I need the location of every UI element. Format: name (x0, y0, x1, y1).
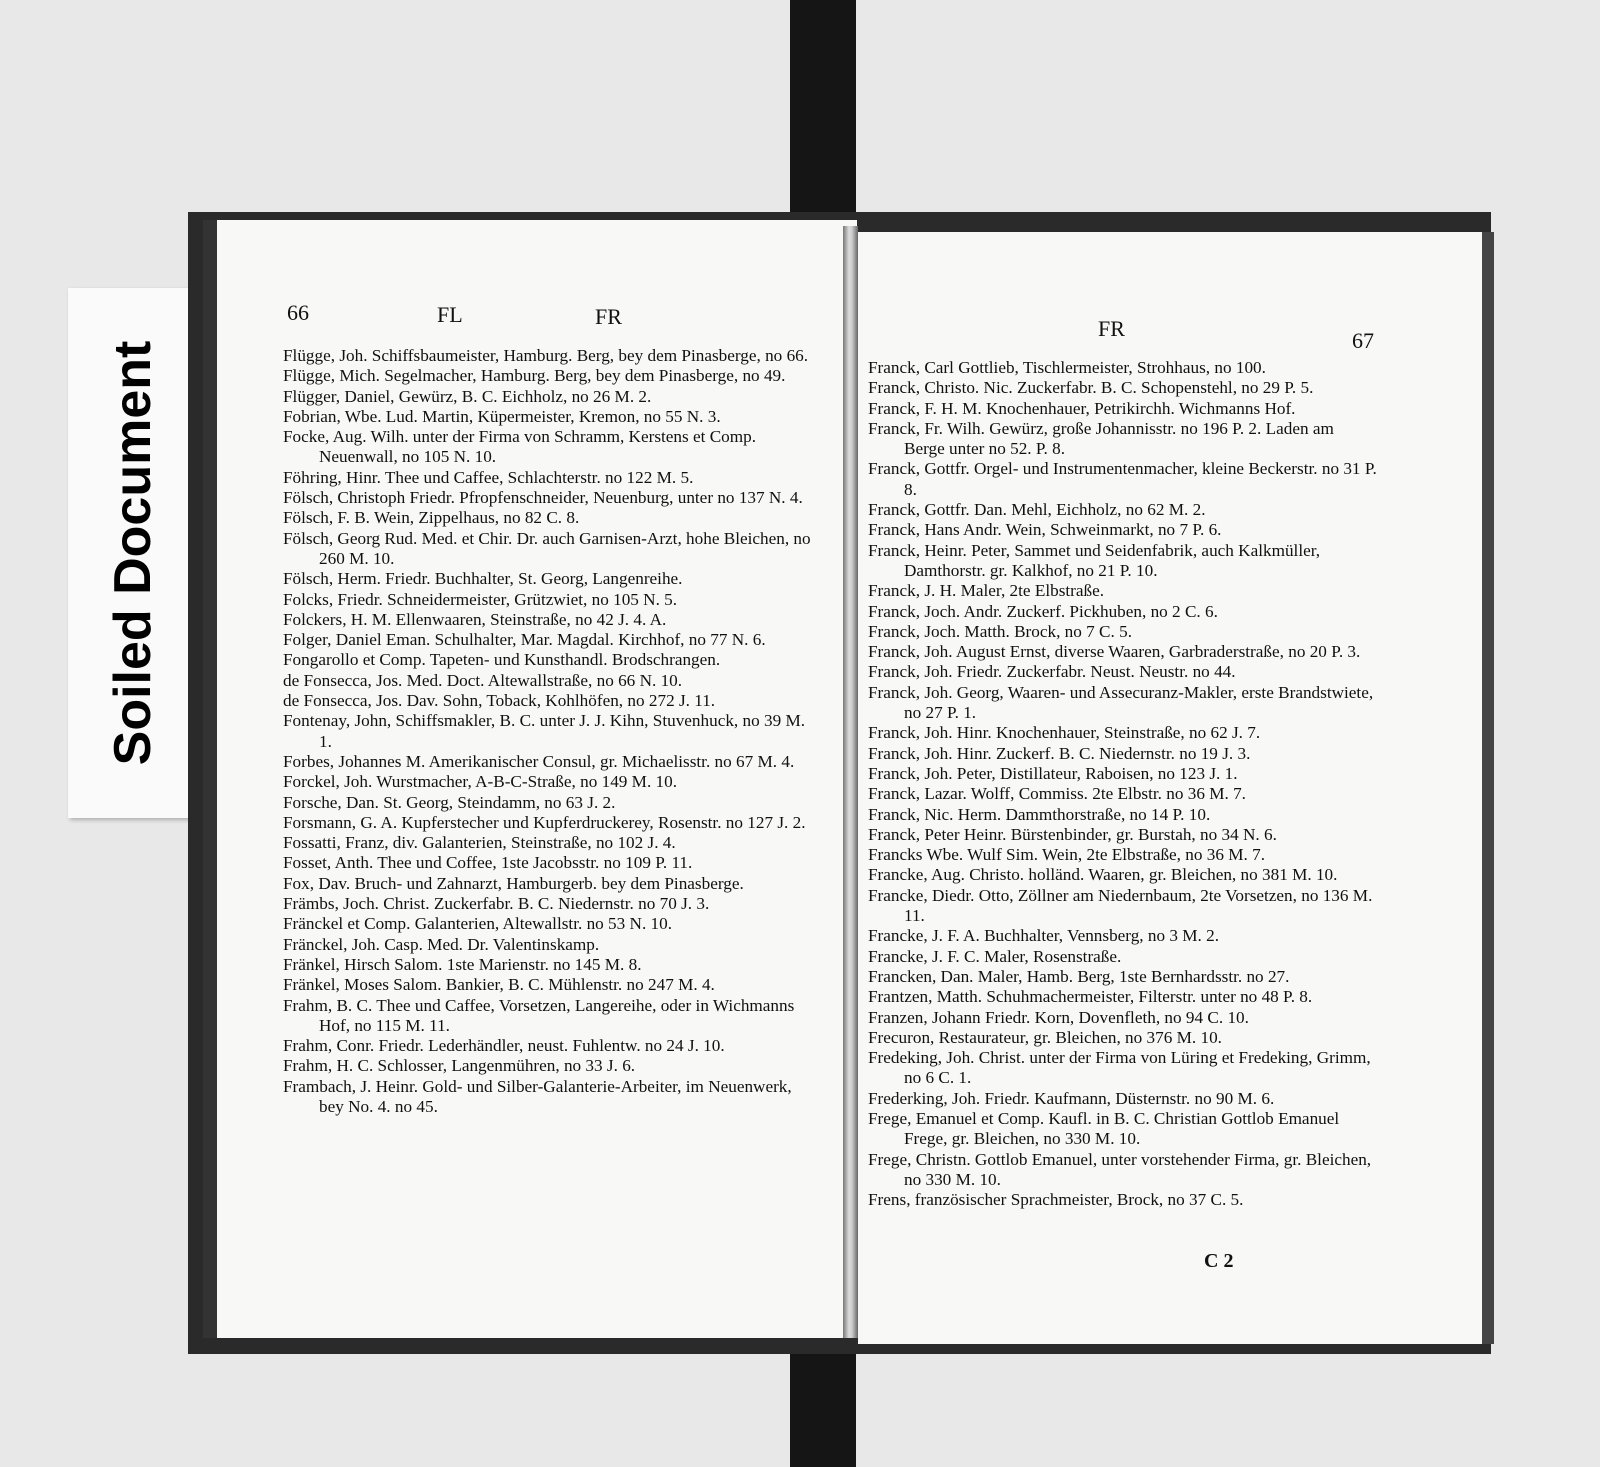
directory-entry: Frahm, H. C. Schlosser, Langenmühren, no 33 J. 6. (283, 1056, 636, 1076)
directory-entry: Fölsch, Herm. Friedr. Buchhalter, St. Georg, Langenreihe. (283, 569, 683, 589)
directory-entry: Föhring, Hinr. Thee und Caffee, Schlachterstr. no 122 M. 5. (283, 467, 694, 487)
right-page-number: 67 (1352, 328, 1374, 353)
directory-entry: Franzen, Johann Friedr. Korn, Dovenfleth, no 94 C. 10. (868, 1007, 1249, 1027)
directory-entry: Franck, Joch. Andr. Zuckerf. Pickhuben, no 2 C. 6. (868, 601, 1218, 621)
directory-entry: Francks Wbe. Wulf Sim. Wein, 2te Elbstraße, no 36 M. 7. (868, 845, 1266, 865)
directory-entry: Flügge, Joh. Schiffsbaumeister, Hamburg. Berg, bey dem Pinasberge, no 66. (283, 346, 809, 365)
directory-entry: Fossatti, Franz, div. Galanterien, Steinstraße, no 102 J. 4. (283, 833, 676, 853)
directory-entry: de Fonsecca, Jos. Dav. Sohn, Toback, Kohlhöfen, no 272 J. 11. (283, 691, 716, 711)
directory-entry: Främbs, Joch. Christ. Zuckerfabr. B. C. Niedernstr. no 70 J. 3. (283, 894, 710, 914)
left-page-number: 66 (287, 300, 309, 325)
directory-entry: Francke, Aug. Christo. holländ. Waaren, gr. Bleichen, no 381 M. 10. (868, 865, 1338, 885)
directory-entry: Frecuron, Restaurateur, gr. Bleichen, no 376 M. 10. (868, 1027, 1222, 1047)
directory-entry: Fredeking, Joh. Christ. unter der Firma von Lüring et Fredeking, Grimm, no 6 C. 1. (868, 1048, 1371, 1088)
directory-entry: Frahm, Conr. Friedr. Lederhändler, neust. Fuhlentw. no 24 J. 10. (283, 1036, 725, 1056)
directory-entry: Franck, Joh. August Ernst, diverse Waaren, Garbraderstraße, no 20 P. 3. (868, 642, 1361, 662)
directory-entry: de Fonsecca, Jos. Med. Doct. Altewallstraße, no 66 N. 10. (283, 670, 683, 690)
directory-entry: Fölsch, Christoph Friedr. Pfropfenschneider, Neuenburg, unter no 137 N. 4. (283, 488, 803, 508)
directory-entry: Forsmann, G. A. Kupferstecher und Kupferdruckerey, Rosenstr. no 127 J. 2. (283, 812, 806, 832)
directory-entry: Frens, französischer Sprachmeister, Brock, no 37 C. 5. (868, 1190, 1244, 1210)
directory-entry: Franck, F. H. M. Knochenhauer, Petrikirchh. Wichmanns Hof. (868, 398, 1296, 418)
left-header-fl: FL (437, 302, 463, 327)
directory-entry: Fränckel, Joh. Casp. Med. Dr. Valentinskamp. (283, 934, 600, 954)
directory-entry: Fölsch, Georg Rud. Med. et Chir. Dr. auch Garnisen-Arzt, hohe Bleichen, no 260 M. 10. (283, 528, 811, 568)
label-text: Soiled Document (104, 340, 162, 766)
directory-entry: Franck, Gottfr. Orgel- und Instrumentenmacher, kleine Beckerstr. no 31 P. 8. (868, 459, 1377, 499)
left-header-fr: FR (595, 304, 622, 329)
directory-entry: Folckers, H. M. Ellenwaaren, Steinstraße, no 42 J. 4. A. (283, 609, 667, 629)
directory-entry: Flügge, Mich. Segelmacher, Hamburg. Berg, bey dem Pinasberge, no 49. (283, 366, 786, 386)
directory-entry: Fränkel, Moses Salom. Bankier, B. C. Mühlenstr. no 247 M. 4. (283, 975, 715, 995)
directory-entry: Franck, J. H. Maler, 2te Elbstraße. (868, 581, 1105, 601)
directory-entry: Focke, Aug. Wilh. unter der Firma von Schramm, Kerstens et Comp. Neuenwall, no 105 N. 10. (283, 427, 757, 467)
right-page (858, 232, 1494, 1344)
directory-entry: Fox, Dav. Bruch- und Zahnarzt, Hamburgerb. bey dem Pinasberge. (283, 873, 744, 893)
directory-entry: Francke, J. F. C. Maler, Rosenstraße. (868, 946, 1122, 966)
left-entry-list (283, 346, 811, 1117)
directory-entry: Forckel, Joh. Wurstmacher, A-B-C-Straße, no 149 M. 10. (283, 772, 678, 792)
directory-entry: Franck, Hans Andr. Wein, Schweinmarkt, no 7 P. 6. (868, 520, 1222, 540)
directory-entry: Folger, Daniel Eman. Schulhalter, Mar. Magdal. Kirchhof, no 77 N. 6. (283, 630, 766, 650)
directory-entry: Forbes, Johannes M. Amerikanischer Consul, gr. Michaelisstr. no 67 M. 4. (283, 751, 795, 771)
directory-entry: Franck, Joch. Matth. Brock, no 7 C. 5. (868, 621, 1132, 641)
directory-entry: Fosset, Anth. Thee und Coffee, 1ste Jacobsstr. no 109 P. 11. (283, 853, 693, 873)
directory-entry: Franck, Nic. Herm. Dammthorstraße, no 14 P. 10. (868, 804, 1211, 824)
directory-entry: Franck, Fr. Wilh. Gewürz, große Johannisstr. no 196 P. 2. Laden am Berge unter no 52. P. 8. (868, 418, 1334, 459)
directory-entry: Fongarollo et Comp. Tapeten- und Kunsthandl. Brodschrangen. (283, 650, 721, 670)
directory-entry: Fobrian, Wbe. Lud. Martin, Küpermeister, Kremon, no 55 N. 3. (283, 406, 721, 426)
directory-entry: Francke, J. F. A. Buchhalter, Vennsberg, no 3 M. 2. (868, 926, 1220, 946)
directory-entry: Francken, Dan. Maler, Hamb. Berg, 1ste Bernhardsstr. no 27. (868, 966, 1290, 986)
right-entry-list (868, 358, 1378, 1210)
directory-entry: Frahm, B. C. Thee und Caffee, Vorsetzen, Langereihe, oder in Wichmanns Hof, no 115 M. 11. (283, 995, 795, 1035)
directory-entry: Franck, Carl Gottlieb, Tischlermeister, Strohhaus, no 100. (868, 358, 1266, 377)
directory-entry: Franck, Joh. Hinr. Knochenhauer, Steinstraße, no 62 J. 7. (868, 723, 1261, 743)
directory-entry: Frege, Emanuel et Comp. Kaufl. in B. C. Christian Gottlob Emanuel Frege, gr. Bleichen, no 330 M. 10. (868, 1108, 1340, 1149)
directory-entry: Franck, Joh. Georg, Waaren- und Assecuranz-Makler, erste Brandstwiete, no 27 P. 1. (868, 682, 1374, 723)
directory-entry: Forsche, Dan. St. Georg, Steindamm, no 63 J. 2. (283, 792, 616, 812)
directory-entry: Fölsch, F. B. Wein, Zippelhaus, no 82 C. 8. (283, 508, 580, 528)
directory-entry: Francke, Diedr. Otto, Zöllner am Niedernbaum, 2te Vorsetzen, no 136 M. 11. (868, 885, 1373, 926)
directory-entry: Franck, Gottfr. Dan. Mehl, Eichholz, no 62 M. 2. (868, 500, 1206, 520)
directory-entry: Folcks, Friedr. Schneidermeister, Grützwiet, no 105 N. 5. (283, 589, 678, 609)
signature-mark: C 2 (1204, 1250, 1234, 1272)
directory-entry: Fränkel, Hirsch Salom. 1ste Marienstr. no 145 M. 8. (283, 954, 642, 974)
directory-entry: Franck, Heinr. Peter, Sammet und Seidenfabrik, auch Kalkmüller, Damthorstr. gr. Kalkhof, no 21 P. 10. (868, 540, 1321, 580)
soiled-document-label (68, 288, 198, 818)
directory-entry: Flügger, Daniel, Gewürz, B. C. Eichholz, no 26 M. 2. (283, 386, 652, 406)
directory-entry: Franck, Joh. Friedr. Zuckerfabr. Neust. Neustr. no 44. (868, 662, 1236, 682)
directory-entry: Franck, Christo. Nic. Zuckerfabr. B. C. Schopenstehl, no 29 P. 5. (868, 378, 1314, 398)
directory-entry: Frantzen, Matth. Schuhmachermeister, Filterstr. unter no 48 P. 8. (868, 987, 1313, 1007)
directory-entry: Franck, Lazar. Wolff, Commiss. 2te Elbstr. no 36 M. 7. (868, 784, 1246, 804)
directory-entry: Fränckel et Comp. Galanterien, Altewallstr. no 53 N. 10. (283, 914, 673, 934)
book-gutter (843, 226, 858, 1338)
directory-entry: Franck, Peter Heinr. Bürstenbinder, gr. Burstah, no 34 N. 6. (868, 824, 1277, 844)
directory-entry: Frambach, J. Heinr. Gold- und Silber-Galanterie-Arbeiter, im Neuenwerk, bey No. 4. no 45. (283, 1076, 792, 1116)
directory-entry: Frederking, Joh. Friedr. Kaufmann, Düsternstr. no 90 M. 6. (868, 1088, 1275, 1108)
right-header-fr: FR (1098, 316, 1125, 341)
directory-entry: Frege, Christn. Gottlob Emanuel, unter vorstehender Firma, gr. Bleichen, no 330 M. 10. (868, 1149, 1372, 1189)
left-page (203, 220, 857, 1338)
directory-entry: Franck, Joh. Hinr. Zuckerf. B. C. Niedernstr. no 19 J. 3. (868, 743, 1251, 763)
directory-entry: Franck, Joh. Peter, Distillateur, Raboisen, no 123 J. 1. (868, 763, 1238, 783)
directory-entry: Fontenay, John, Schiffsmakler, B. C. unter J. J. Kihn, Stuvenhuck, no 39 M. 1. (283, 711, 806, 751)
